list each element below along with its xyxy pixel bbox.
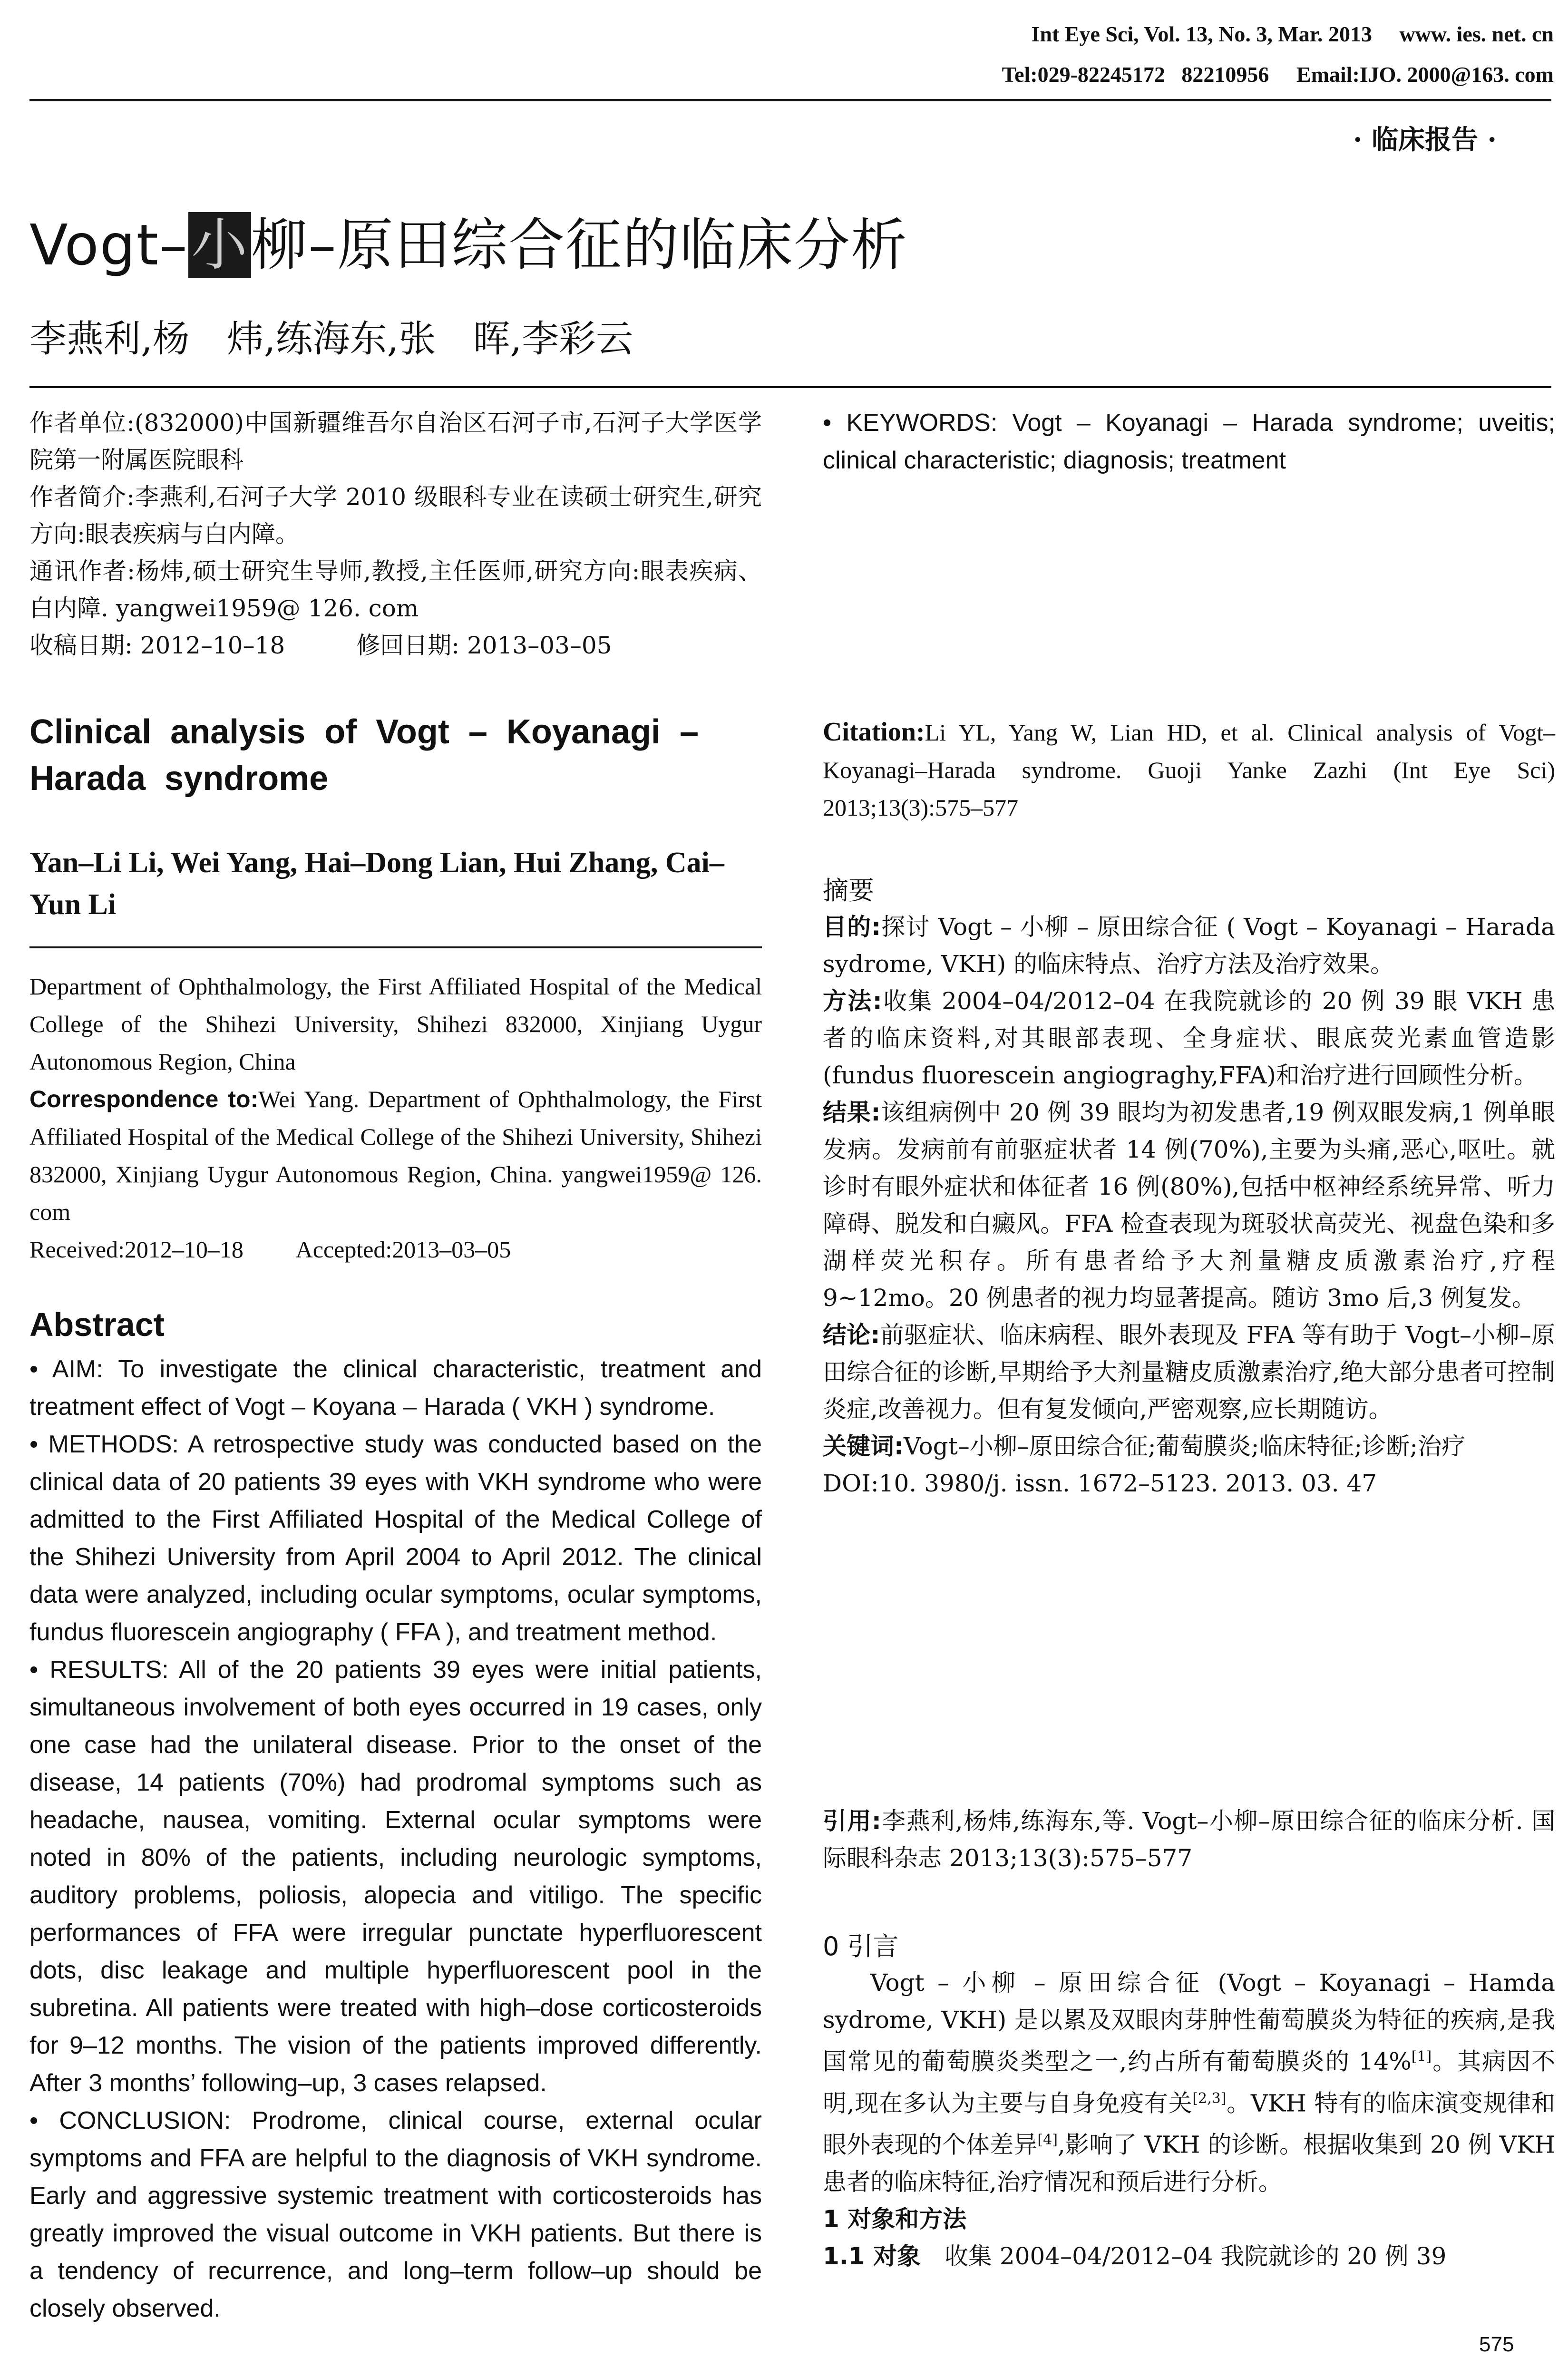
cn-aim-label: 目的:: [823, 913, 881, 941]
cn-conclusion-label: 结论:: [823, 1321, 880, 1349]
intro-body: [823, 1964, 1555, 2275]
cn-results-text: 该组病例中 20 例 39 眼均为初发患者,19 例双眼发病,1 例单眼发病。发病前有前驱症状者 14 例(70%),主要为头痛,恶心,呕吐。就诊时有眼外症状和体征者 16 例(80%),包括中枢神经系统异常、听力障碍、脱发和白癜风。FFA 检查表现为斑驳状高荧光、视盘色染和多湖样荧光积存。所有患者给予大剂量糖皮质激素治疗,疗程 9~12mo。20 例患者的视力均显著提高。随访 3mo 后,3 例复发。: [823, 1099, 1555, 1312]
abstract-methods: • METHODS: A retrospective study was conducted based on the clinical data of 20 patients 39 eyes with VKH syndrome who were admitted to the First Affiliated Hospital of the Medical College of the Shihezi University from April 2004 to April 2012. The clinical data were analyzed, including ocular symptoms, ocular symptoms, fundus fluorescein angiography ( FFA ), and treatment method.: [29, 1431, 762, 1646]
received-dates-cn: 收稿日期: 2012–10–18 修回日期: 2013–03–05: [29, 632, 612, 659]
section-1-heading: 1 对象和方法: [823, 2205, 967, 2233]
authors-rule: [29, 386, 1551, 388]
page-title: [29, 200, 908, 281]
abstract-conclusion: • CONCLUSION: Prodrome, clinical course, external ocular symptoms and FFA are helpful to the diagnosis of VKH syndrome. Early and aggressive systemic treatment with corticosteroids has greatly improved the visual outcome in VKH patients. But there is a tendency of recurrence, and long–term follow–up should be closely observed.: [29, 2107, 762, 2322]
subsection-1-1-text: 收集 2004–04/2012–04 我院就诊的 20 例 39: [920, 2242, 1447, 2270]
doi: DOI:10. 3980/j. issn. 1672–5123. 2013. 03. 47: [823, 1470, 1377, 1497]
cn-keywords-text: Vogt–小柳–原田综合征;葡萄膜炎;临床特征;诊断;治疗: [904, 1432, 1466, 1460]
cn-methods-label: 方法:: [823, 987, 882, 1015]
cn-keywords-label: 关键词:: [823, 1432, 904, 1460]
intro-paragraph: [823, 1964, 1555, 2201]
correspondence-label: Correspondence to:: [29, 1086, 259, 1112]
ref-4: [4]: [1037, 2132, 1058, 2149]
cn-results-label: 结果:: [823, 1099, 881, 1126]
intro-text-a: Vogt – 小柳 – 原田综合征 (Vogt – Koyanagi – Hamda sydrome, VKH) 是以累及双眼肉芽肿性葡萄膜炎为特征的疾病,是我国常见的葡萄膜炎类型之一,约占所有葡萄膜炎的 14%: [823, 1969, 1555, 2075]
cn-citation-text: 李燕利,杨炜,练海东,等. Vogt–小柳–原田综合征的临床分析. 国际眼科杂志 2013;13(3):575–577: [823, 1807, 1555, 1872]
correspondence: [29, 1081, 762, 1231]
cn-methods: [823, 983, 1555, 1094]
cn-abstract-heading: 摘要: [823, 876, 874, 906]
intro-text-d: ,影响了 VKH 的诊断。根据收集到 20 例 VKH 患者的临床特征,治疗情况和预后进行分析。: [823, 2131, 1555, 2196]
affiliation-unit: 作者单位:(832000)中国新疆维吾尔自治区石河子市,石河子大学医学院第一附属医院眼科: [29, 409, 762, 474]
left-authors-rule: [29, 946, 762, 948]
journal-header-line2: Tel:029-82245172 82210956 Email:IJO. 2000@163. com: [1002, 62, 1554, 87]
intro-heading: 0 引言: [823, 1931, 899, 1961]
cn-abstract-body: [823, 908, 1555, 1502]
cn-citation-block: [823, 1802, 1555, 1877]
abstract-results: • RESULTS: All of the 20 patients 39 eyes were initial patients, simultaneous involvement of both eyes occurred in 19 cases, only one case had the unilateral disease. Prior to the onset of the disease, 14 patients (70%) had prodromal symptoms such as headache, nausea, vomiting. External ocular symptoms were noted in 80% of the patients, including neurologic symptoms, auditory problems, poliosis, alopecia and vitiligo. The specific performances of FFA were irregular punctate hyperfluorescent dots, disc leakage and multiple hyperfluorescent pool in the subretina. All patients were treated with high–dose corticosteroids for 9–12 months. The vision of the patients improved differently. After 3 months’ following–up, 3 cases relapsed.: [29, 1656, 762, 2097]
abstract-body: [29, 1351, 762, 2328]
ref-1: [1]: [1411, 2048, 1432, 2065]
intro-text-b: 。其病因不明,现在多认为主要与自身免疫有关: [823, 2047, 1556, 2117]
subsection-1-1-label: 1.1 对象: [823, 2242, 921, 2270]
received-dates-en: Received:2012–10–18 Accepted:2013–03–05: [29, 1236, 511, 1263]
corresponding-author: 通讯作者:杨炜,硕士研究生导师,教授,主任医师,研究方向:眼表疾病、白内障. yangwei1959@ 126. com: [29, 557, 762, 622]
english-authors: Yan–Li Li, Wei Yang, Hai–Dong Lian, Hui Zhang, Cai–Yun Li: [29, 847, 724, 921]
cn-conclusion-text: 前驱症状、临床病程、眼外表现及 FFA 等有助于 Vogt–小柳–原田综合征的诊断,早期给予大剂量糖皮质激素治疗,绝大部分患者可控制炎症,改善视力。但有复发倾向,严密观察,应长期随访。: [823, 1321, 1555, 1423]
page-number: 575: [1479, 2333, 1514, 2356]
cn-aim-text: 探讨 Vogt – 小柳 – 原田综合征 ( Vogt – Koyanagi – Harada sydrome, VKH) 的临床特点、治疗方法及治疗效果。: [823, 913, 1555, 978]
title-pre: Vogt–: [29, 212, 188, 278]
abstract-aim: • AIM: To investigate the clinical characteristic, treatment and treatment effect of Vogt – Koyana – Harada ( VKH ) syndrome.: [29, 1355, 762, 1421]
cn-results: [823, 1094, 1555, 1316]
citation-label: Citation:: [823, 717, 925, 747]
cn-citation-label: 引用:: [823, 1807, 881, 1835]
authors-cn: 李燕利,杨 炜,练海东,张 晖,李彩云: [29, 318, 633, 360]
english-affiliation: Department of Ophthalmology, the First Affiliated Hospital of the Medical College of the Shihezi University, Shihezi 832000, Xinjiang Uygur Autonomous Region, China: [29, 973, 762, 1075]
abstract-keywords: • KEYWORDS: Vogt – Koyanagi – Harada syndrome; uveitis; clinical characteristic; diagnosis; treatment: [823, 409, 1555, 474]
abstract-continuation: [823, 404, 1555, 479]
journal-header-line1: Int Eye Sci, Vol. 13, No. 3, Mar. 2013 www. ies. net. cn: [1031, 22, 1554, 46]
ref-2-3: [2,3]: [1192, 2090, 1227, 2107]
section-tag: · 临床报告 ·: [1353, 124, 1497, 156]
header-rule: [29, 99, 1551, 101]
cn-aim: [823, 908, 1555, 983]
author-bio: 作者简介:李燕利,石河子大学 2010 级眼科专业在读硕士研究生,研究方向:眼表疾病与白内障。: [29, 483, 762, 548]
affiliation-block: [29, 404, 762, 664]
cn-conclusion: [823, 1316, 1555, 1428]
english-title: Clinical analysis of Vogt – Koyanagi – Harada syndrome: [29, 713, 699, 798]
correspondence-text: Wei Yang. Department of Ophthalmology, the First Affiliated Hospital of the Medical College of the Shihezi University, Shihezi 832000, Xinjiang Uygur Autonomous Region, China. yangwei1959@ 126. com: [29, 1086, 762, 1225]
citation-text: Li YL, Yang W, Lian HD, et al. Clinical analysis of Vogt–Koyanagi–Harada syndrome. Guoji Yanke Zazhi (Int Eye Sci) 2013;13(3):575–577: [823, 719, 1555, 821]
cn-keywords: [823, 1428, 1555, 1465]
cn-methods-text: 收集 2004–04/2012–04 在我院就诊的 20 例 39 眼 VKH 患者的临床资料,对其眼部表现、全身症状、眼底荧光素血管造影(fundus fluorescein angiograghy,FFA)和治疗进行回顾性分析。: [823, 987, 1556, 1089]
citation-block: [823, 713, 1555, 827]
title-highlight: 小: [188, 212, 251, 278]
intro-text-c: 。VKH 特有的临床演变规律和眼外表现的个体差异: [823, 2089, 1555, 2159]
english-affiliation-block: [29, 968, 762, 1268]
subsection-1-1: [823, 2238, 1555, 2275]
title-post: 柳–原田综合征的临床分析: [251, 212, 908, 278]
abstract-heading: Abstract: [29, 1306, 165, 1343]
